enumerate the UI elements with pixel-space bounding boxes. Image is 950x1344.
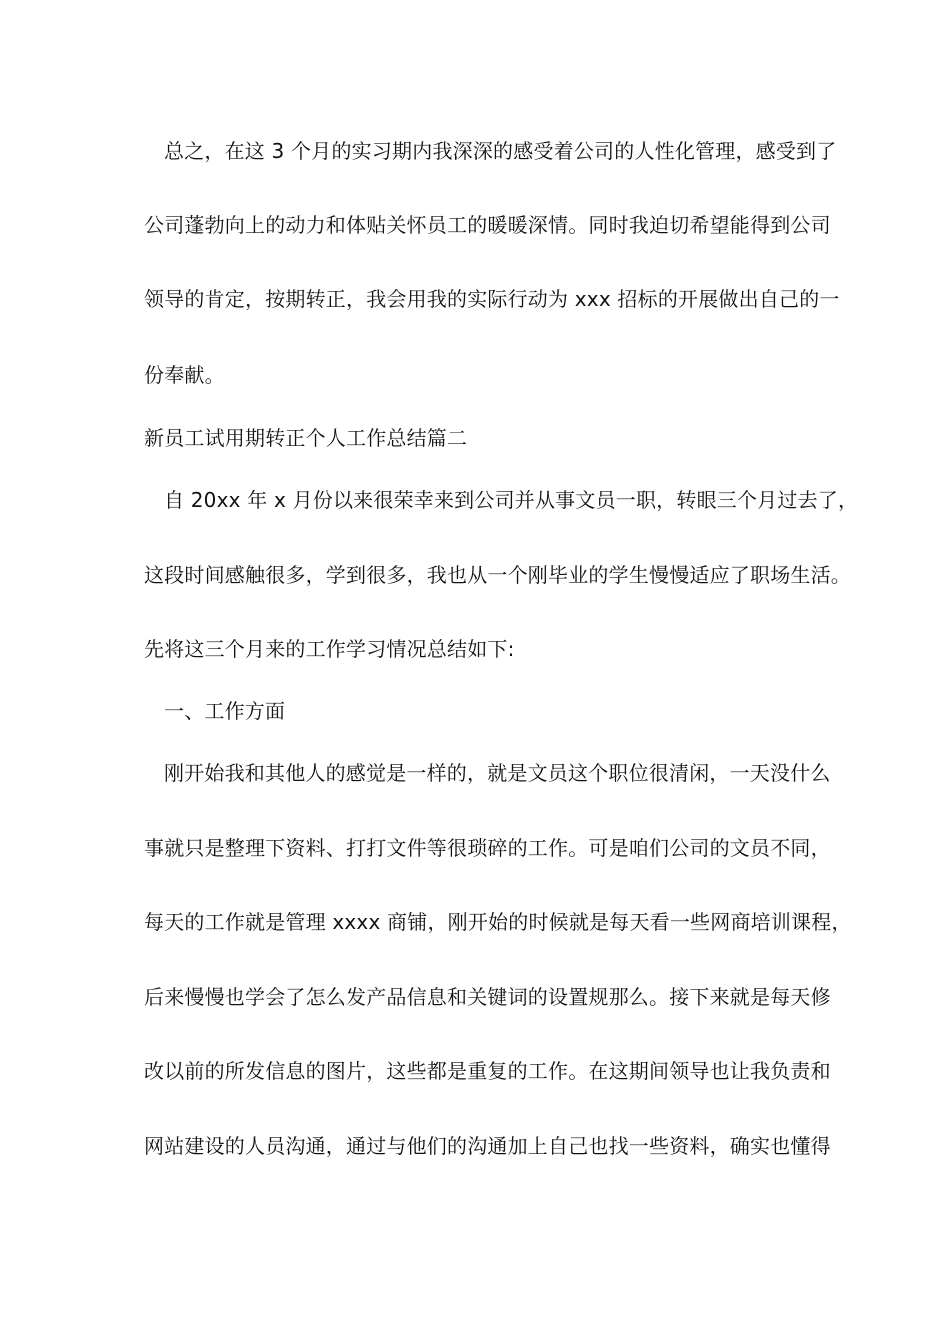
paragraph-line: 网站建设的人员沟通，通过与他们的沟通加上自己也找一些资料，确实也懂得: [144, 1134, 831, 1158]
paragraph-line: 改以前的所发信息的图片，这些都是重复的工作。在这期间领导也让我负责和: [144, 1059, 831, 1083]
paragraph-line: 这段时间感触很多，学到很多，我也从一个刚毕业的学生慢慢适应了职场生活。: [144, 563, 851, 587]
paragraph-line: 总之，在这 3 个月的实习期内我深深的感受着公司的人性化管理，感受到了: [164, 139, 837, 163]
paragraph-line: 后来慢慢也学会了怎么发产品信息和关键词的设置规那么。接下来就是每天修: [144, 985, 831, 1009]
paragraph-line: 领导的肯定，按期转正，我会用我的实际行动为 xxx 招标的开展做出自己的一: [144, 287, 840, 311]
paragraph-line: 刚开始我和其他人的感觉是一样的，就是文员这个职位很清闲，一天没什么: [164, 761, 831, 785]
paragraph-line: 每天的工作就是管理 xxxx 商铺，刚开始的时候就是每天看一些网商培训课程，: [144, 910, 852, 934]
subsection-heading: 一、工作方面: [164, 699, 286, 723]
paragraph-line: 先将这三个月来的工作学习情况总结如下:: [144, 637, 515, 661]
section-heading: 新员工试用期转正个人工作总结篇二: [144, 426, 468, 450]
paragraph-line: 公司蓬勃向上的动力和体贴关怀员工的暖暖深情。同时我迫切希望能得到公司: [144, 213, 831, 237]
paragraph-line: 自 20xx 年 x 月份以来很荣幸来到公司并从事文员一职，转眼三个月过去了，: [164, 488, 859, 512]
paragraph-line: 份奉献。: [144, 363, 225, 387]
paragraph-line: 事就只是整理下资料、打打文件等很琐碎的工作。可是咱们公司的文员不同，: [144, 836, 831, 860]
